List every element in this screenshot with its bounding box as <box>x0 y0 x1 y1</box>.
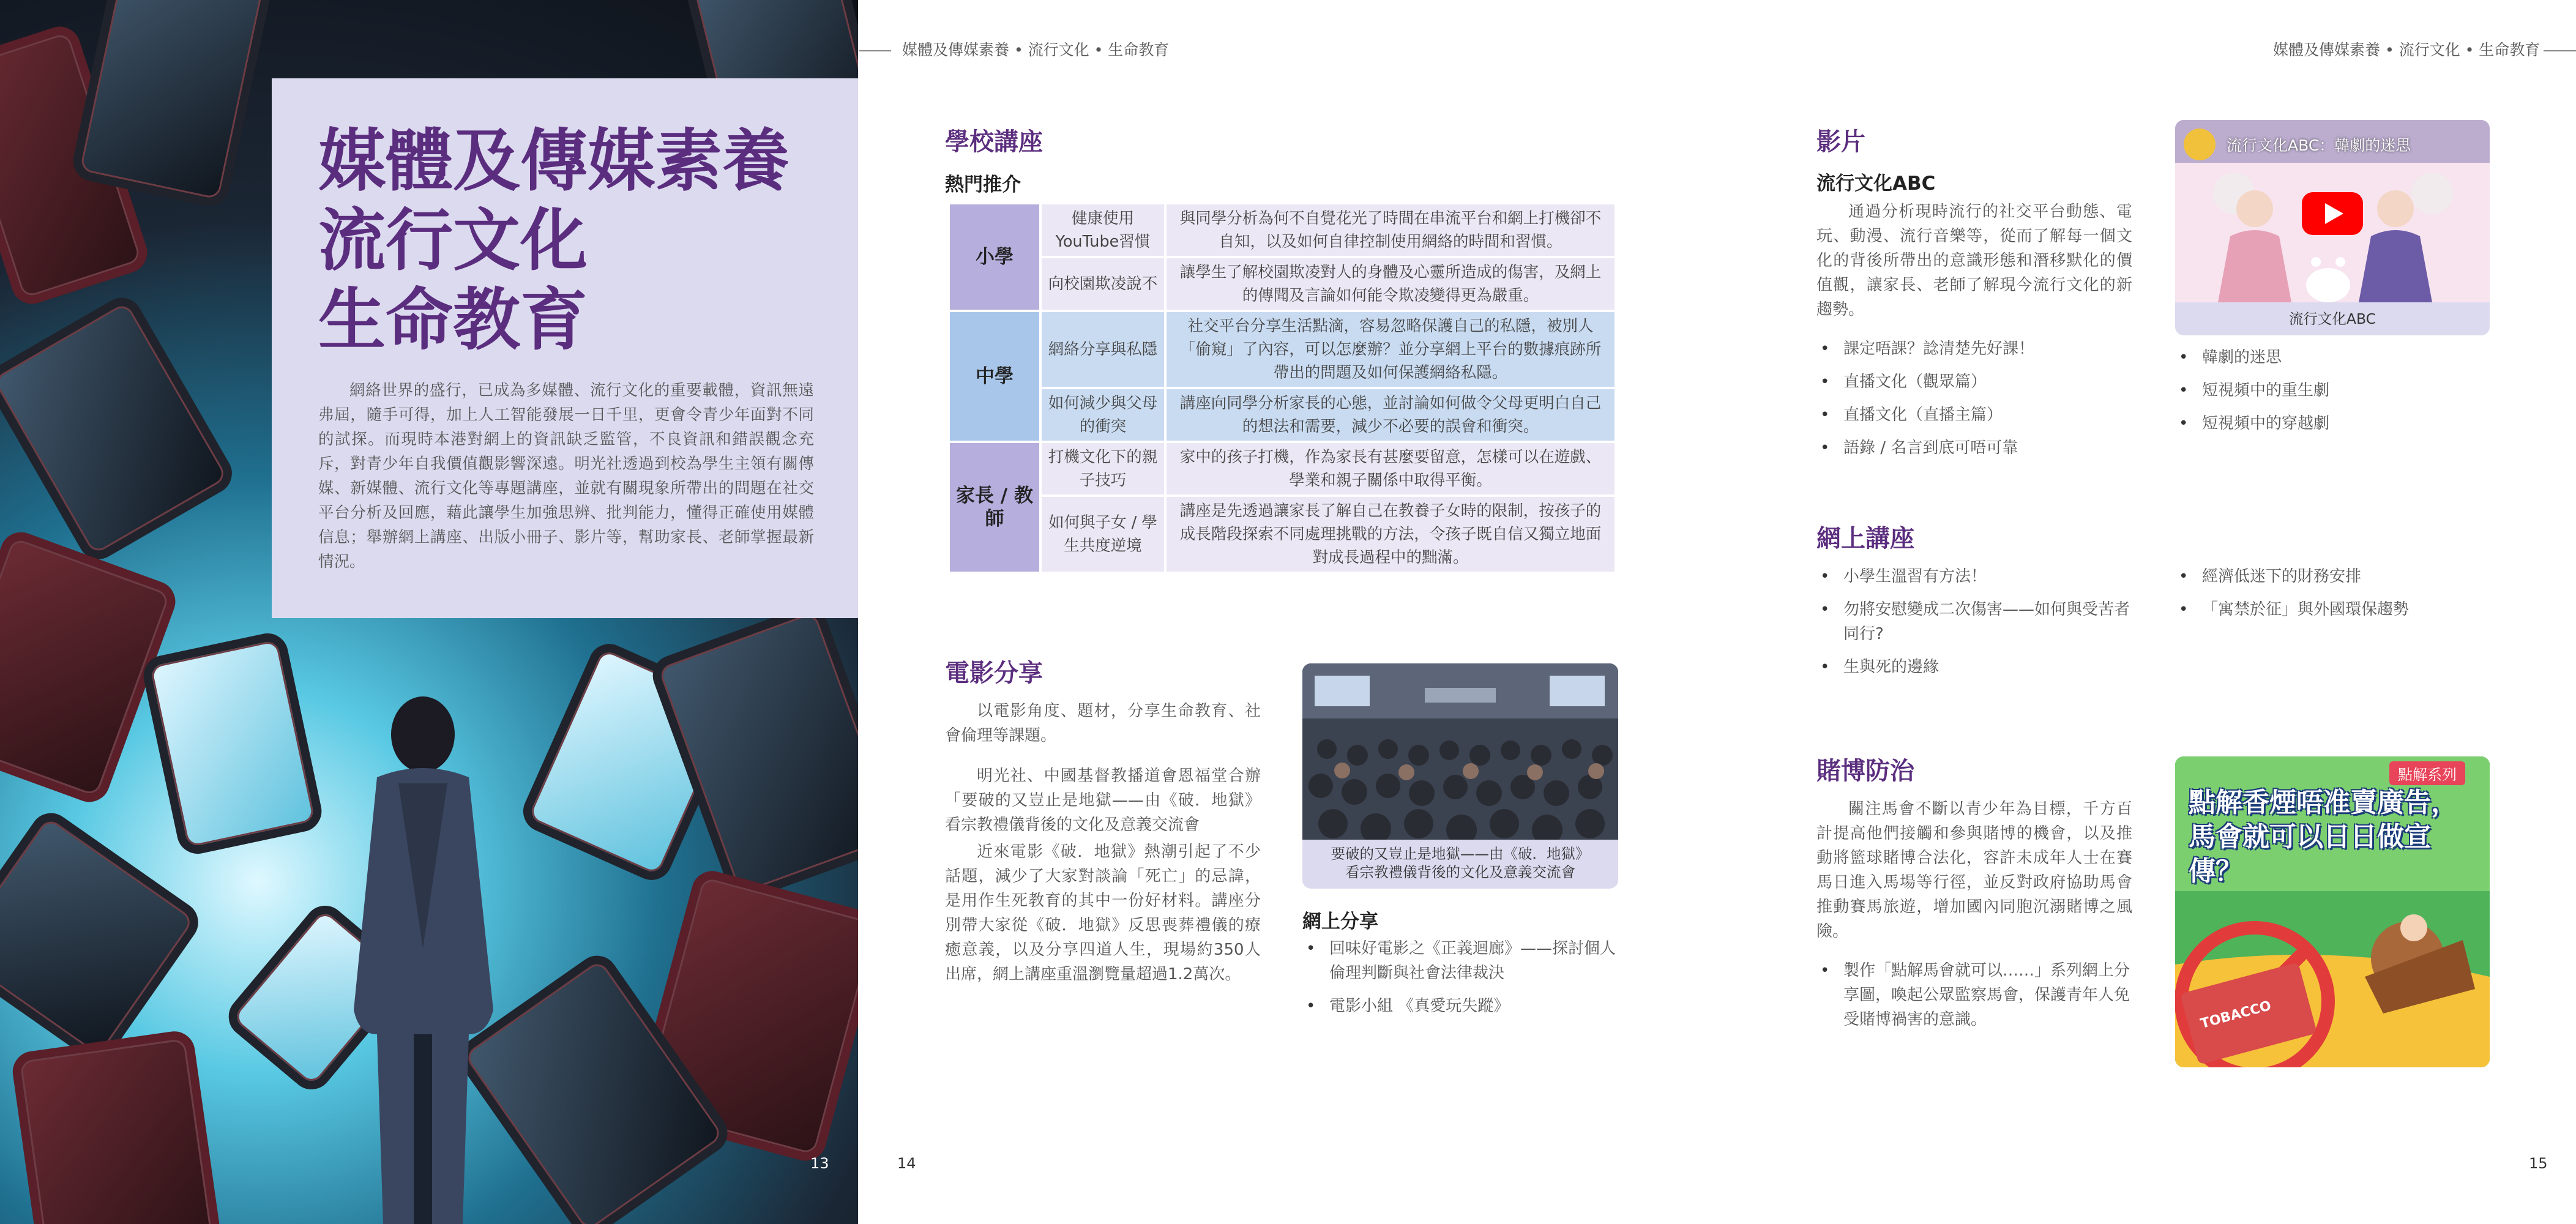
cover-page <box>0 0 858 1224</box>
phone-illustration <box>0 805 206 1067</box>
cover-title-line: 媒體及傳媒素養 <box>318 121 790 200</box>
film-body-1: 明光社、中國基督教播道會恩福堂合辦「要破的又豈止是地獄——由《破．地獄》看宗教禮儀背後的文化及意義交流會 <box>945 767 1261 834</box>
page-number: 15 <box>2529 1155 2548 1172</box>
topic-cell: 如何減少與父母的衝突 <box>1042 389 1164 441</box>
group-cell: 中學 <box>950 312 1039 441</box>
thumbnail-title: 流行文化ABC：韓劇的迷思 <box>2227 136 2411 154</box>
poster-card-text: TOBACCO <box>2198 998 2273 1032</box>
phone-illustration <box>140 630 325 858</box>
video-caption: 流行文化ABC <box>2288 310 2376 327</box>
topic-cell: 網絡分享與私隱 <box>1042 312 1164 387</box>
page-number: 14 <box>897 1155 916 1172</box>
header-rule <box>859 50 891 51</box>
lecture-table <box>947 202 1617 574</box>
cover-body-text: 網絡世界的盛行，已成為多媒體、流行文化的重要載體，資訊無遠弗屆，隨手可得，加上人工智能發展一日千里，更會令青少年面對不同的試探。而現時本港對網上的資訊缺乏監管，不良資訊和錯誤觀念充斥，對青少年自我價值觀影響深遠。明光社透過到校為學生主領有關傳媒、新媒體、流行文化等專題講座，並就有關現象所帶出的問題在社交平台分析及回應，藉此讓學生加強思辨、批判能力，懂得正確使用媒體信息；舉辦網上講座、出版小冊子、影片等，幫助家長、老師掌握最新情況。 <box>318 381 814 571</box>
description-cell: 社交平台分享生活點滴，容易忽略保護自己的私隱，被別人「偷窺」了內容，可以怎麼辦？並分享網上平台的數據痕跡所帶出的問題及如何保護網絡私隱。 <box>1167 312 1615 387</box>
topic-cell: 打機文化下的親子技巧 <box>1042 443 1164 494</box>
description-cell: 與同學分析為何不自覺花光了時間在串流平台和網上打機卻不自知，以及如何自律控制使用網絡的時間和習慣。 <box>1167 204 1615 256</box>
phone-illustration <box>0 290 239 567</box>
list-item: • 直播文化（觀眾篇） <box>1816 370 2135 394</box>
film-intro: 以電影角度、題材，分享生命教育、社會倫理等課題。 <box>945 702 1261 745</box>
section-heading-school-talks: 學校講座 <box>945 127 1043 156</box>
list-item: • 電影小組 《真愛玩失蹤》 <box>1302 994 1621 1018</box>
video-thumbnail-card[interactable] <box>2175 120 2490 335</box>
subheading-online-sharing: 網上分享 <box>1302 911 1378 933</box>
subheading-pop-culture-abc: 流行文化ABC <box>1816 173 1936 195</box>
section-heading-online-talks: 網上講座 <box>1816 524 1914 553</box>
film-event-photo-card <box>1302 663 1618 889</box>
poster-title: 點解香煙唔准賣廣告，馬會就可以日日做宣傳？ <box>2189 787 2458 887</box>
running-header: 媒體及傳媒素養 • 流行文化 • 生命教育 <box>902 41 1170 59</box>
list-item: • 製作「點解馬會就可以……」系列網上分享圖，喚起公眾監察馬會，保護青年人免受賭博禍害的意識。 <box>1816 958 2135 1032</box>
event-photo <box>1302 663 1618 840</box>
list-item: • 課定唔課？諗清楚先好課！ <box>1816 337 2135 361</box>
topic-cell: 向校園欺凌說不 <box>1042 258 1164 310</box>
list-item: • 語錄 / 名言到底可唔可靠 <box>1816 436 2135 460</box>
cover-text-panel <box>272 78 858 618</box>
poster-tag: 點解系列 <box>2389 761 2465 785</box>
online-talks-list-right <box>2175 564 2493 630</box>
list-item: • 短視頻中的重生劇 <box>2175 378 2493 403</box>
videos-list-left <box>1816 337 2135 469</box>
list-item: • 經濟低迷下的財務安排 <box>2175 564 2493 589</box>
table-row <box>950 312 1615 387</box>
gambling-body: 關注馬會不斷以青少年為目標，千方百計提高他們接觸和參與賭博的機會，以及推動將籃球賭博合法化，容許未成年人士在賽馬日進入馬場等行徑，並反對政府協助馬會推動賽馬旅遊，增加國內同胞沉溺賭博之風險。 <box>1816 800 2132 941</box>
person-illustration <box>340 692 506 1224</box>
list-item: • 「寓禁於征」與外國環保趨勢 <box>2175 597 2493 622</box>
table-row <box>950 204 1615 256</box>
photo-caption: 要破的又豈止是地獄——由《破．地獄》看宗教禮儀背後的文化及意義交流會 <box>1331 845 1590 881</box>
cover-title-line: 生命教育 <box>318 280 588 359</box>
cover-title <box>318 121 790 360</box>
description-cell: 講座是先透過讓家長了解自己在教養子女時的限制，按孩子的成長階段探索不同處理挑戰的方法，令孩子既自信又獨立地面對成長過程中的黜滿。 <box>1167 497 1615 572</box>
section-heading-videos: 影片 <box>1816 127 1865 156</box>
list-item: • 短視頻中的穿越劇 <box>2175 411 2493 436</box>
film-body-2: 近來電影《破．地獄》熱潮引起了不少話題，減少了大家對談論「死亡」的忌諱，是用作生死教育的其中一份好材料。講座分別帶大家從《破．地獄》反思喪葬禮儀的療癒意義，以及分享四道人生，現場約350人出席，網上講座重溫瀏覽量超過1.2萬次。 <box>945 843 1261 983</box>
group-cell: 小學 <box>950 204 1039 310</box>
subheading-featured: 熱門推介 <box>945 174 1021 196</box>
section-heading-gambling: 賭博防治 <box>1816 756 1914 785</box>
description-cell: 講座向同學分析家長的心態，並討論如何做令父母更明白自己的想法和需要，減少不必要的誤會和衝突。 <box>1167 389 1615 441</box>
section-heading-film-sharing: 電影分享 <box>945 659 1043 687</box>
table-row <box>950 497 1615 572</box>
online-talks-list-left <box>1816 564 2135 688</box>
description-cell: 讓學生了解校園欺凌對人的身體及心靈所造成的傷害，及網上的傳聞及言論如何能令欺凌變得更為嚴重。 <box>1167 258 1615 310</box>
list-item: • 生與死的邊緣 <box>1816 655 2135 679</box>
list-item: • 直播文化（直播主篇） <box>1816 403 2135 427</box>
cover-title-line: 流行文化 <box>318 201 588 280</box>
list-item: • 回味好電影之《正義迴廊》——探討個人倫理判斷與社會法律裁決 <box>1302 936 1621 985</box>
header-rule <box>2544 50 2576 51</box>
phone-illustration <box>69 0 273 210</box>
table-row <box>950 389 1615 441</box>
description-cell: 家中的孩子打機，作為家長有甚麼要留意，怎樣可以在遊戲、學業和親子關係中取得平衡。 <box>1167 443 1615 494</box>
table-row <box>950 443 1615 494</box>
page-number: 13 <box>810 1155 829 1172</box>
running-header: 媒體及傳媒素養 • 流行文化 • 生命教育 <box>2273 41 2541 59</box>
list-item: • 小學生溫習有方法！ <box>1816 564 2135 589</box>
online-sharing-list <box>1302 936 1621 1027</box>
table-row <box>950 258 1615 310</box>
videos-body: 通過分析現時流行的社交平台動態、電玩、動漫、流行音樂等，從而了解每一個文化的背後所帶出的意識形態和潛移默化的價值觀，讓家長、老師了解現今流行文化的新趨勢。 <box>1816 203 2132 319</box>
phone-illustration <box>10 1029 222 1224</box>
topic-cell: 健康使用YouTube習慣 <box>1042 204 1164 256</box>
gambling-poster <box>2175 756 2490 1067</box>
group-cell: 家長 / 教師 <box>950 443 1039 572</box>
topic-cell: 如何與子女 / 學生共度逆境 <box>1042 497 1164 572</box>
gambling-list <box>1816 958 2135 1040</box>
list-item: • 韓劇的迷思 <box>2175 345 2493 370</box>
videos-list-right <box>2175 345 2493 444</box>
list-item: • 勿將安慰變成二次傷害——如何與受苦者同行? <box>1816 597 2135 646</box>
